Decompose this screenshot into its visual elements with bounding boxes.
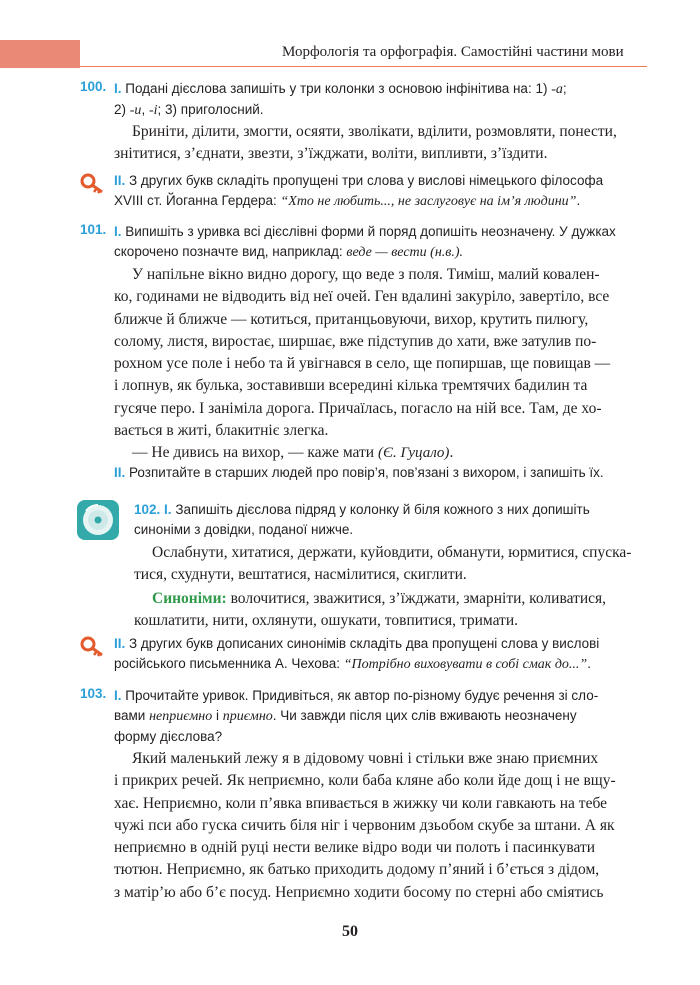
part-marker: I. [164, 502, 172, 517]
page-header-title: Морфологія та орфографія. Самостійні частини мови [282, 44, 624, 60]
synonyms-label: Синоніми: [152, 589, 227, 607]
key-icon [80, 172, 106, 194]
exercise-100-task-1: I. Подані дієслова запишіть у три колонки з основою інфінітива на: 1) -а; 2) -и, -і; 3) приголосний. [114, 81, 567, 118]
part-marker: I. [114, 81, 122, 96]
exercise-101-number: 101. [80, 222, 107, 237]
header-accent-block [0, 40, 80, 68]
page-number: 50 [342, 923, 358, 940]
part-marker: I. [114, 224, 122, 239]
part-marker: II. [114, 173, 126, 188]
exercise-103-excerpt: Який маленький лежу я в дідовому човні і стільки вже знаю приємних і прикрих речей. Як неприємно, коли баба кляне або коли йде дощ і не вщу- хає. Неприємно, коли п’явка впивається в жижку чи коли гавкають на тебе чужі пси або гуска сичить біля ніг і червоним дзьобом скубе за штани. А як неприємно в одній руці нести велике відро води чи полоть і пасинкувати тютюн. Неприємно, як батько приходить додому п’яний і б’ється з дідом, з матір’ю або б’є посуд. Неприємно ходити босому по стерні або сміятись [114, 750, 616, 901]
exercise-100-number: 100. [80, 79, 107, 94]
disc-icon [76, 499, 120, 541]
exercise-101-task-1: I. Випишіть з уривка всі дієслівні форми й поряд допишіть неозначену. У дужках скорочено позначте вид, наприклад: веде — вести (н.в.). [114, 224, 616, 260]
part-marker: II. [114, 636, 126, 651]
exercise-102-words: Ослабнути, хитатися, держати, куйовдити, обманути, юрмитися, спуска- тися, схуднути, вештатися, насмілитися, скиглити. Синоніми: волочитися, зважитися, з’їжджати, змарніти, коливатися, кошлатити, нити, охлянути, ошукати, товпитися, тримати. [134, 544, 632, 629]
exercise-103-number: 103. [80, 686, 107, 701]
exercise-102-task-2: II. З других букв дописаних синонімів складіть два пропущені слова у вислові російського письменника А. Чехова: “Потрібно виховувати в собі смак до...”. [114, 636, 600, 672]
exercise-100-task-2: II. З других букв складіть пропущені три слова у вислові німецького філософа XVIII ст. Йоганна Гердера: “Хто не любить..., не заслуговує на ім’я людини”. [114, 173, 604, 209]
exercise-102-task-1: 102. I. Запишіть дієслова підряд у колонку й біля кожного з них допишіть синоніми з довідки, поданої нижче. [134, 502, 590, 537]
exercise-103-task-1: I. Прочитайте уривок. Придивіться, як автор по-різному будує речення зі сло- вами неприємно і приємно. Чи завжди після цих слів вживають неозначену форму дієслова? [114, 688, 599, 744]
exercise-100-words: Бриніти, ділити, змогти, осяяти, зволікати, вділити, розмовляти, понести, знітитися, з’єднати, звезти, з’їжджати, воліти, випливти, з’їздити. [114, 123, 617, 163]
exercise-102-number: 102. [134, 502, 161, 517]
header-rule [80, 66, 647, 67]
exercise-101-excerpt: У напільне вікно видно дорогу, що веде з поля. Тиміш, малий ковален- ко, годинами не відводить від неї очей. Ген вдалині закуріло, завертіло, все ближче й ближче — котиться, пританцьовуючи, вихор, крутить пилюгу, солому, листя, виростає, ширшає, вже підступив до хати, вже затулив по- рохном усе поле і небо та й увігнався в село, ще попиршав, ще повищав — і лопнув, як булька, зоставивши всередині кілька тремтячих бадилин та гусяче перо. І заніміла дорога. Причаїлась, погасло на ній все. Там, де хо- вається в житі, блакитніє злегка. — Не дивись на вихор, — каже мати (Є. Гуцало). [114, 266, 611, 462]
key-icon [80, 635, 106, 657]
exercise-101-task-2: II. Розпитайте в старших людей про повір’я, пов’язані з вихором, і запишіть їх. [114, 465, 604, 480]
part-marker: I. [114, 688, 122, 703]
part-marker: II. [114, 465, 126, 480]
